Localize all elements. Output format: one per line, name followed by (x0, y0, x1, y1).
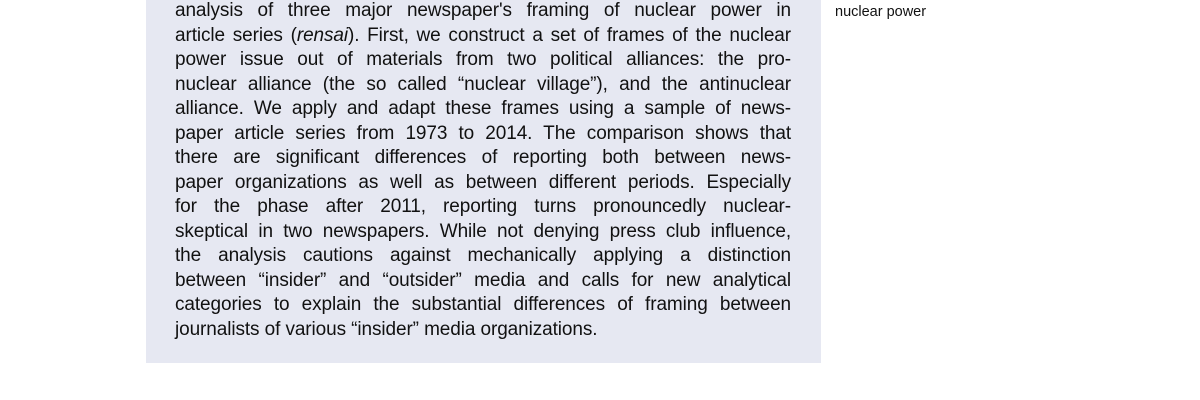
abstract-line (175, 24, 791, 49)
abstract-line: skeptical in two newspapers. While not denying press club influence, (175, 220, 791, 242)
abstract-line: the analysis cautions against mechanically applying a distinction (175, 245, 791, 266)
abstract-line: analysis of three major newspaper's framing of nuclear power in (175, 0, 791, 21)
abstract-line: categories to explain the substantial differences of framing between (175, 294, 791, 315)
abstract-box (146, 0, 821, 363)
abstract-line: power issue out of materials from two political alliances: the pro- (175, 49, 791, 70)
abstract-text (175, 0, 791, 342)
abstract-line: journalists of various “insider” media organizations. (175, 318, 598, 340)
abstract-line: alliance. We apply and adapt these frames using a sample of news- (175, 98, 791, 119)
abstract-line-segment: ). First, we construct a set of frames of the nuclear (348, 24, 791, 46)
italic-term: rensai (296, 24, 348, 46)
abstract-line: between “insider” and “outsider” media and calls for new analytical (175, 269, 791, 291)
abstract-line: there are significant differences of reporting both between news- (175, 147, 791, 168)
abstract-line: nuclear alliance (the so called “nuclear village”), and the antinuclear (175, 73, 791, 95)
abstract-line: for the phase after 2011, reporting turns pronouncedly nuclear- (175, 196, 791, 217)
abstract-line: paper article series from 1973 to 2014. The comparison shows that (175, 122, 791, 144)
abstract-line-segment: article series ( (175, 24, 297, 46)
keyword-item: nuclear power (835, 4, 927, 20)
abstract-line: paper organizations as well as between different periods. Especially (175, 171, 791, 193)
